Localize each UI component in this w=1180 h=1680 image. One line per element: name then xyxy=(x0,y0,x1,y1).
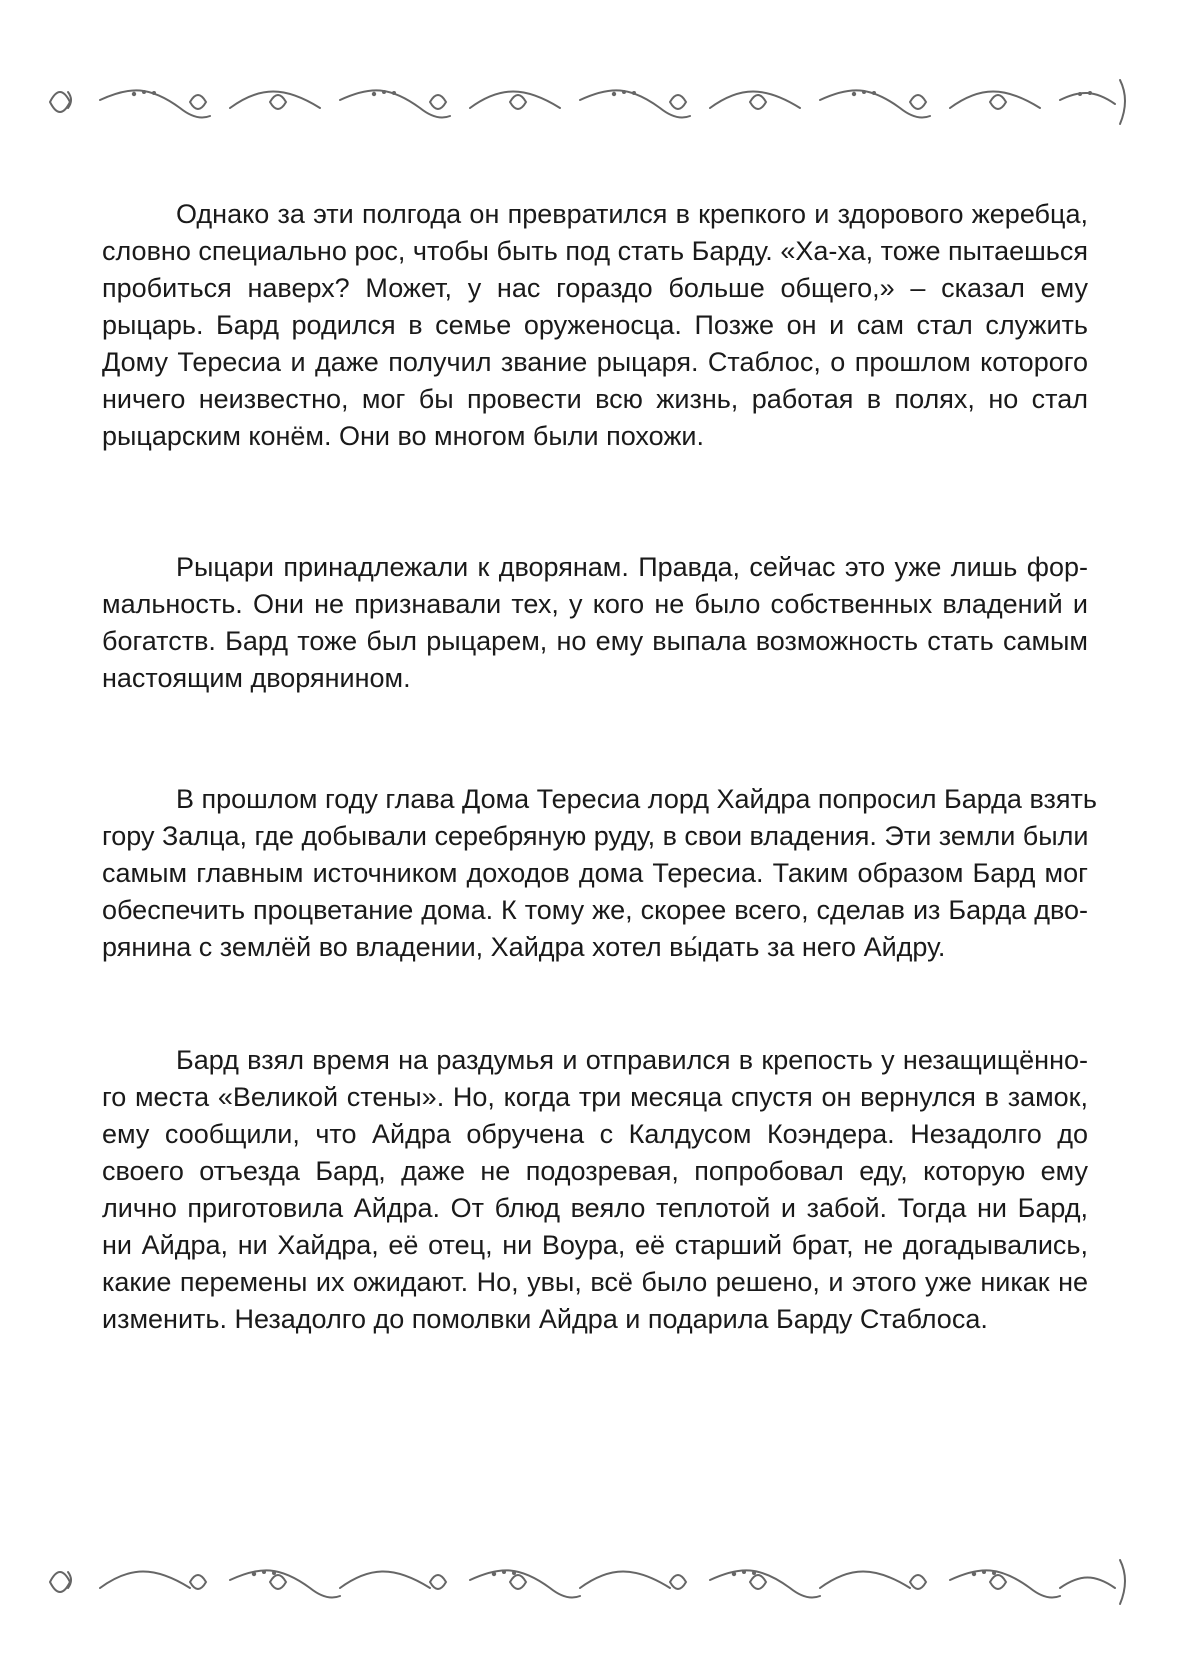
paragraph-line: богатств. Бард тоже был рыцарем, но ему выпала возможность стать самым xyxy=(102,626,1088,656)
paragraph-line: самым главным источником доходов дома Тересиа. Таким образом Бард мог xyxy=(102,858,1088,888)
bottom-ornament xyxy=(40,1542,1140,1622)
paragraph-line: рыцарь. Бард родился в семье оруженосца. Позже он и сам стал служить xyxy=(102,310,1088,340)
paragraph-line: Бард взял время на раздумья и отправился в крепость у незащищённо- xyxy=(176,1045,1088,1075)
paragraph-line: рянина с землёй во владении, Хайдра хотел вы́дать за него Айдру. xyxy=(102,932,946,962)
paragraph-line: гору Залца, где добывали серебряную руду, в свои владения. Эти земли были xyxy=(102,821,1089,851)
page-body xyxy=(102,196,1097,1338)
paragraph-line: ни Айдра, ни Хайдра, её отец, ни Воура, её старший брат, не догадывались, xyxy=(102,1230,1088,1260)
paragraph-line: своего отъезда Бард, даже не подозревая, попробовал еду, которую ему xyxy=(102,1156,1088,1186)
paragraph-line: ничего неизвестно, мог бы провести всю жизнь, работая в полях, но стал xyxy=(102,384,1088,414)
paragraph-line: лично приготовила Айдра. От блюд веяло теплотой и забой. Тогда ни Бард, xyxy=(102,1193,1088,1223)
top-ornament xyxy=(40,62,1140,142)
paragraph-line: обеспечить процветание дома. К тому же, скорее всего, сделав из Барда дво- xyxy=(102,895,1088,925)
paragraph-1 xyxy=(102,196,1088,455)
paragraph-line: изменить. Незадолго до помолвки Айдра и подарила Барду Стаблоса. xyxy=(102,1304,988,1334)
paragraph-line: го места «Великой стены». Но, когда три месяца спустя он вернулся в замок, xyxy=(102,1082,1088,1112)
ornamental-border-icon xyxy=(40,62,1140,142)
paragraph-line: В прошлом году глава Дома Тересиа лорд Хайдра попросил Барда взять xyxy=(176,784,1097,814)
paragraph-line: Однако за эти полгода он превратился в крепкого и здорового жеребца, xyxy=(176,199,1088,229)
paragraph-line: ему сообщили, что Айдра обручена с Калдусом Коэндера. Незадолго до xyxy=(102,1119,1088,1149)
paragraph-2 xyxy=(102,549,1088,697)
paragraph-line: Рыцари принадлежали к дворянам. Правда, сейчас это уже лишь фор- xyxy=(176,552,1088,582)
paragraph-line: мальность. Они не признавали тех, у кого не было собственных владений и xyxy=(102,589,1088,619)
paragraph-line: Дому Тересиа и даже получил звание рыцаря. Стаблос, о прошлом которого xyxy=(102,347,1088,377)
paragraph-line: рыцарским конём. Они во многом были похожи. xyxy=(102,421,704,451)
paragraph-line: какие перемены их ожидают. Но, увы, всё было решено, и этого уже никак не xyxy=(102,1267,1088,1297)
paragraph-line: словно специально рос, чтобы быть под стать Барду. «Ха-ха, тоже пытаешься xyxy=(102,236,1088,266)
paragraph-4 xyxy=(102,1042,1088,1338)
paragraph-line: настоящим дворянином. xyxy=(102,663,411,693)
ornamental-border-icon xyxy=(40,1542,1140,1622)
paragraph-3 xyxy=(102,781,1097,966)
paragraph-line: пробиться наверх? Может, у нас гораздо больше общего,» – сказал ему xyxy=(102,273,1088,303)
